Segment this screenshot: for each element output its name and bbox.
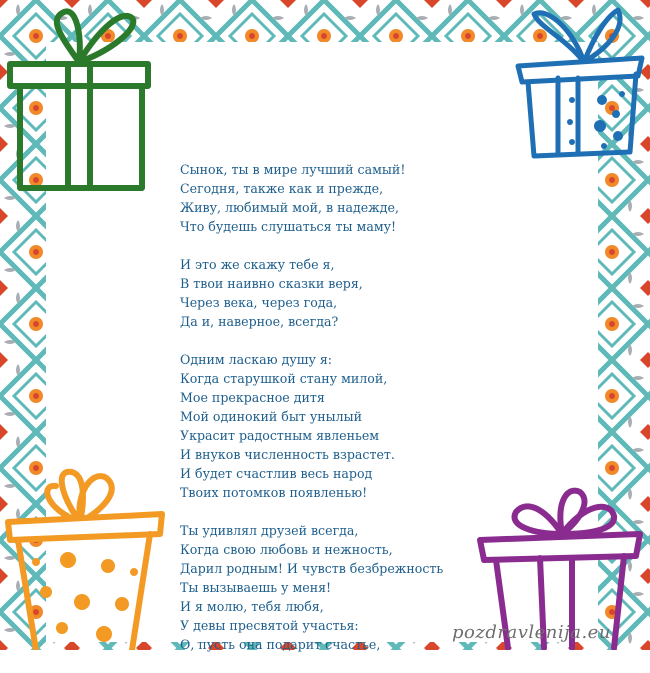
poem-line: Когда старушкой стану милой, (180, 371, 388, 386)
poem-line: Твоих потомков появленью! (180, 485, 368, 500)
poem-line: О, пусть она подарит счастье, (180, 637, 381, 652)
poem-line: Сегодня, также как и прежде, (180, 181, 384, 196)
poem-line: Сынок, ты в мире лучший самый! (180, 162, 406, 177)
poem-line: И будет счастлив весь народ (180, 466, 373, 481)
green-gift-icon (4, 4, 154, 192)
blue-gift-icon (514, 2, 648, 160)
orange-gift-icon (0, 464, 168, 650)
poem-line: Ты удивлял друзей всегда, (180, 523, 359, 538)
poem-line: И я молю, тебя любя, (180, 599, 324, 614)
poem-line: И внуков численность взрастет. (180, 447, 395, 462)
site-watermark: pozdravlenija.eu (452, 622, 611, 643)
poem-stanza-1 (180, 160, 480, 236)
poem-line: Мое прекрасное дитя (180, 390, 325, 405)
poem-line: Да и, наверное, всегда? (180, 314, 339, 329)
poem-line: Когда свою любовь и нежность, (180, 542, 393, 557)
poem-stanza-2 (180, 255, 480, 331)
poem-line: У девы пресвятой участья: (180, 618, 359, 633)
poem-line: Живу, любимый мой, в надежде, (180, 200, 399, 215)
poem-line: В твои наивно сказки веря, (180, 276, 363, 291)
poem-line: Дарил родным! И чувств безбрежность (180, 561, 444, 576)
poem-stanza-3 (180, 350, 480, 502)
poem-stanza-4 (180, 521, 480, 654)
poem-line: Через века, через года, (180, 295, 338, 310)
poem-line: Ты вызываешь у меня! (180, 580, 332, 595)
poem-line: Мой одинокий быт унылый (180, 409, 363, 424)
poem-line: И это же скажу тебе я, (180, 257, 335, 272)
poem-line: Одним ласкаю душу я: (180, 352, 333, 367)
poem-line: Украсит радостным явленьем (180, 428, 380, 443)
poem-line: Что будешь слушаться ты маму! (180, 219, 397, 234)
poem-text (180, 160, 480, 673)
